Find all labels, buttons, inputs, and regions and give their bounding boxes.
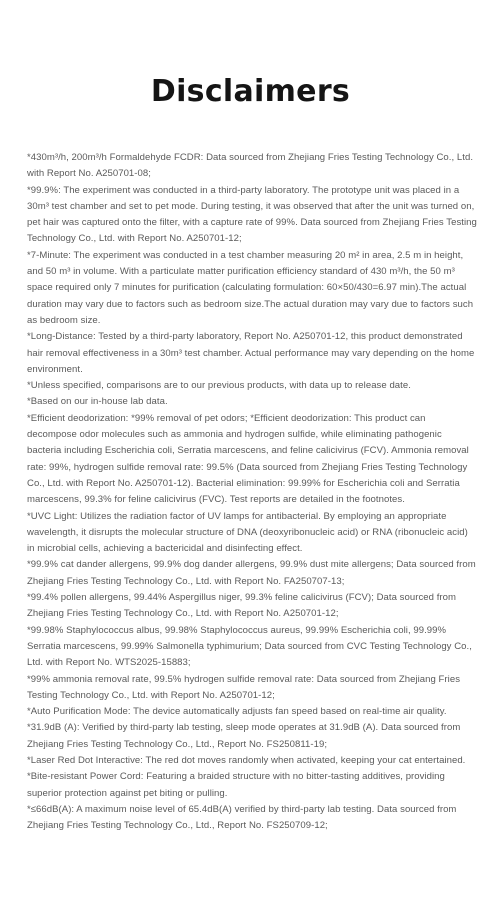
disclaimer-item: *Long-Distance: Tested by a third-party laboratory, Report No. A250701-12, this product demonstrated hair removal effectiveness in a 30m³ test chamber. Actual performance may vary depending on the home environment. — [27, 331, 475, 375]
disclaimer-item: *7-Minute: The experiment was conducted in a test chamber measuring 20 m² in area, 2.5 m in height, and 50 m³ in volume. With a particulate matter purification efficiency standard of 430 m³/h, the 50 m³ space required only 7 minutes for purification (calculating formulation: 60×50/430=6.97 min).The actual duration may vary due to factors such as bedroom size.The actual duration may vary due to factors such as bedroom size. — [27, 249, 474, 326]
disclaimer-item: *99.9%: The experiment was conducted in a third-party laboratory. The prototype unit was placed in a 30m³ test chamber and set to pet mode. During testing, it was observed that after the unit was turned on, pet hair was captured onto the filter, with a capture rate of 99%. Data sourced from Zhejiang Fries Testing Technology Co., Ltd. with Report No. A250701-12; — [27, 184, 477, 245]
disclaimer-item: *UVC Light: Utilizes the radiation factor of UV lamps for antibacterial. By employing an appropriate wavelength, it disrupts the molecular structure of DNA (deoxyribonucleic acid) or RNA (ribonucleic acid) in microbial cells, achieving a bactericidal and disinfecting effect. — [27, 510, 468, 555]
disclaimer-item: *Efficient deodorization: *99% removal of pet odors; *Efficient deodorization: This product can decompose odor molecules such as ammonia and hydrogen sulfide, while eliminating pathogenic bacteria including Escherichia coli, Serratia marcescens, and feline calicivirus (FCV). Ammonia removal rate: 99%, hydrogen sulfide removal rate: 99.5% (Data sourced from Zhejiang Fries Testing Technology Co., Ltd. with Report No. A250701-12). Bacterial elimination: 99.99% for Escherichia coli and Serratia marcescens, 99.3% for feline calicivirus (FVC). Test reports are detailed in the footnotes. — [27, 412, 469, 506]
disclaimer-item: *Based on our in-house lab data. — [27, 396, 168, 408]
disclaimer-item: *99.4% pollen allergens, 99.44% Aspergillus niger, 99.3% feline calicivirus (FCV); Data sourced from Zhejiang Fries Testing Technology Co., Ltd. with Report No. A250701-12; — [27, 592, 456, 620]
disclaimer-item: *99.98% Staphylococcus albus, 99.98% Staphylococcus aureus, 99.99% Escherichia coli, 99.99% Serratia marcescens, 99.99% Salmonella typhimurium; Data sourced from CVC Testing Technology Co., Ltd. with Report No. WTS2025-15883; — [27, 624, 472, 669]
disclaimer-item: *Unless specified, comparisons are to our previous products, with data up to release date. — [27, 380, 411, 392]
page-title: Disclaimers — [150, 74, 351, 109]
disclaimer-item: *Laser Red Dot Interactive: The red dot moves randomly when activated, keeping your cat entertained. — [27, 754, 466, 766]
disclaimer-item: *430m³/h, 200m³/h Formaldehyde FCDR: Data sourced from Zhejiang Fries Testing Technology Co., Ltd. with Report No. A250701-08; — [27, 152, 474, 180]
disclaimer-item: *99% ammonia removal rate, 99.5% hydrogen sulfide removal rate: Data sourced from Zhejiang Fries Testing Technology Co., Ltd. with Report No. A250701-12; — [27, 673, 461, 701]
disclaimer-item: *Bite-resistant Power Cord: Featuring a braided structure with no bitter-tasting additives, providing superior protection against pet biting or pulling. — [27, 771, 445, 799]
disclaimer-item: *Auto Purification Mode: The device automatically adjusts fan speed based on real-time air quality. — [27, 706, 447, 718]
disclaimer-item: *31.9dB (A): Verified by third-party lab testing, sleep mode operates at 31.9dB (A). Data sourced from Zhejiang Fries Testing Technology Co., Ltd., Report No. FS250811-19; — [27, 722, 461, 750]
disclaimer-item: *≤66dB(A): A maximum noise level of 65.4dB(A) verified by third-party lab testing. Data sourced from Zhejiang Fries Testing Technology Co., Ltd., Report No. FS250709-12; — [27, 803, 457, 832]
disclaimer-item: *99.9% cat dander allergens, 99.9% dog dander allergens, 99.9% dust mite allergens; Data sourced from Zhejiang Fries Testing Technology Co., Ltd. with Report No. FA250707-13; — [27, 559, 476, 587]
disclaimer-list — [27, 150, 477, 834]
